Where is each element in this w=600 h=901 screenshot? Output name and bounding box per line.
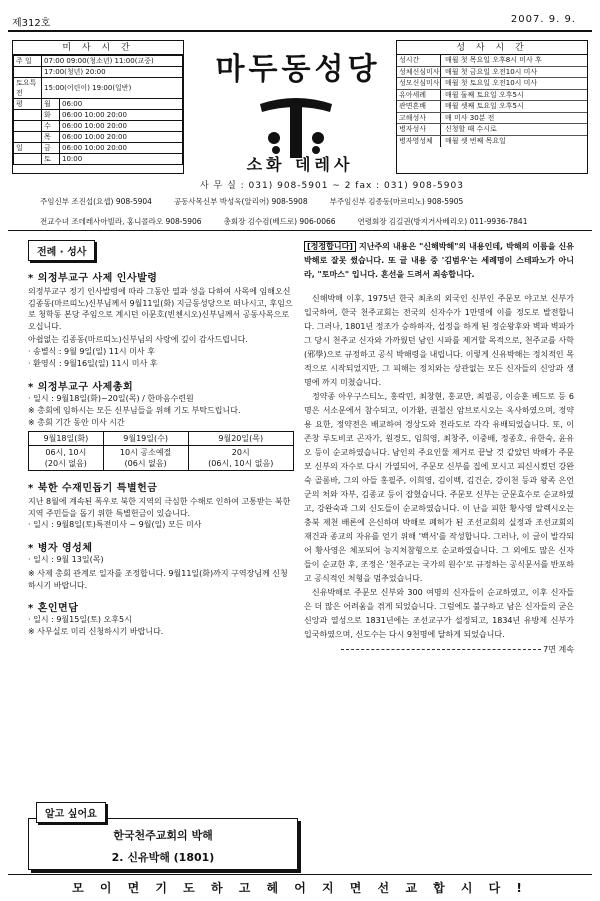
sacrament-time: 매월 첫 토요일 오전10시 미사 (445, 79, 538, 87)
sacrament-row (397, 124, 587, 136)
section-title: * 혼인면담 (28, 603, 79, 615)
article-paragraph: 정약종 아우구스티노, 홍락민, 최창현, 홍교만, 최필공, 이승훈 베드로 등 6명은 서소문에서 참수되고, 이가환, 권철신 암브로시오는 옥사하였으며, 정약용 요한, 정약전은 배교하여 경상도와 전라도로 각각 유배되었습니다. 또, 이존창 루도비코 곤자가, 원경도, 임희영, 최창주, 이중배, 정종호, 유한숙, 윤유오 등이 순교하였습니다. 남인의 주요인물 제거로 끝날 것 같았던 박해가 주문모 신부의 자수로 다시 가열되어, 주문모 신부를 집에 모시고 피신시켰던 강완숙 골롬바, 그의 아들 홍필주, 이희영, 김이백, 김건순, 강이천 등과 왕족 은언군의 처와 자부, 김종교 등이 잡혔습니다. 주문모 신부는 군문효수로 순교하였고, 강완숙과 그외 신도들이 순교하였습니다. 이 난을 피한 황사영 알렉시오는 충북 제천 배론에 은신하며 박해로 폐허가 된 조선교회의 실정과 조선교회의 재건과 종교의 자유를 얻기 위해 '백서'를 작성합니다. 그러나, 이 글이 발각되어 황사영은 체포되어 능지처참형으로 순교하였습니다. 그 외에도 많은 신자들이 순교한 후, 조정은 '천주교는 국가의 원수'로 규정하는 공식문서를 반포하고 공식적인 처형을 멈추었습니다. (304, 392, 574, 583)
table-cell: 10시 공소예절 (06시 없음) (103, 445, 188, 470)
sacrament-time: 매 미사 30분 전 (445, 113, 495, 122)
patron-saint: 소화 데레사 (246, 155, 354, 174)
sacrament-time: 신청할 때 수시로 (445, 125, 497, 133)
staff-row-2 (40, 216, 600, 227)
section-line: ※ 총회에 임하시는 모든 신부님들을 위해 기도 부탁드립니다. (28, 405, 241, 415)
mass-day: 평 (14, 99, 42, 110)
sacrament-time: 매월 첫 목요일 오후8시 미사 후 (445, 56, 542, 64)
mass-day: 주 일 (14, 56, 42, 67)
continued-note (304, 644, 574, 655)
mass-weekday: 금 (42, 143, 60, 154)
issue-date: 2007. 9. 9. (510, 14, 576, 25)
want-to-know-tab: 알고 싶어요 (36, 802, 106, 823)
mass-day (14, 67, 42, 78)
correction-tag: [정정합니다] (304, 241, 356, 252)
section-title: * 의정부교구 사제총회 (28, 381, 134, 393)
table-header: 9월18일(화) (29, 431, 104, 445)
staff-entry: 부주임신부 김종동(마르띠노) 908-5905 (329, 197, 464, 206)
correction-text: 지난주의 내용은 "신해박해"의 내용인데, 박해의 이름을 신유박해로 잘못 썼습니다. 또 글 내용 중 '김범우'는 세례명이 스테파노가 아니라, "토마스" 입니다. 혼선을 드려서 죄송합니다. (304, 242, 574, 279)
section-title: * 북한 수재민돕기 특별헌금 (28, 482, 158, 494)
sacrament-name: 관면혼배 (397, 101, 441, 112)
sacrament-times-box (396, 40, 588, 174)
mass-weekday: 월 (42, 99, 60, 110)
office-contact: 사 무 실 : 031) 908-5901 ~ 2 fax : 031) 908-5903 (200, 181, 464, 191)
mass-times: 06:00 10:00 20:00 (60, 143, 183, 154)
sacrament-name: 성체신심미사 (399, 67, 440, 76)
table-header: 9월20일(목) (188, 431, 294, 445)
sacrament-name: 병자영성체 (397, 136, 441, 148)
sacrament-name: 성모신심미사 (399, 79, 440, 87)
sacrament-row (397, 113, 587, 125)
article-paragraph: 신유박해로 주문모 신부와 300 여명의 신자들이 순교하였고, 이후 신자들은 더 많은 어려움을 겪게 되었습니다. 그럼에도 불구하고 남은 신자들의 굳은 신앙과 열성으로 1831년에는 조선교구가 설정되고, 1834년 유방제 신부가 입국하였으며, 신도수는 다시 9천명에 달하게 되었습니다. (304, 588, 574, 639)
staff-entry: 총회장 김수검(베드로) 906-0066 (223, 217, 336, 226)
section-title: * 병자 영성체 (28, 543, 93, 555)
section-body: 의정부교구 정기 인사발령에 따라 그동안 열과 성을 다하여 사목에 임해오신 김종동(마르띠노)신부님께서 9월11일(화) 지금동성당으로 떠나시고, 후임으로 청학동 본당 주임으로 계시던 이문호(빈첸시오)신부님께서 공동사목으로 오십니다. (28, 287, 293, 331)
staff-entry: 전교수녀 조데레사아빌라, 홍니콜라오 908-5906 (40, 217, 202, 226)
mass-times: 15:00(어린이) 19:00(일반) (42, 78, 183, 99)
sacrament-time: 매월 셋 번째 목요일 (445, 136, 506, 145)
mass-times: 06:00 10:00 20:00 (60, 121, 183, 132)
mass-times: 07:00 09:00(청소년) 11:00(교중) (42, 56, 183, 67)
mass-weekday: 수 (42, 121, 60, 132)
mass-weekday: 토 (42, 154, 60, 165)
section-body: 지난 8월에 계속된 폭우로 북한 지역의 극심한 수해로 인하여 고통받는 북한 지역 주민들을 돕기 위한 특별헌금이 있습니다. (28, 496, 291, 518)
mass-weekday: 화 (42, 110, 60, 121)
sacrament-time: 매월 셋째 토요일 오후5시 (445, 102, 524, 110)
staff-row-1 (40, 196, 600, 207)
sacrament-row (397, 101, 587, 113)
article-column (304, 240, 574, 655)
synod-mass-table (28, 431, 294, 471)
mass-day (14, 110, 42, 121)
section-line: · 일시 : 9월8일(토)특전미사 ~ 9월(일) 모든 미사 (28, 520, 202, 530)
parish-name: 마두동성당 (215, 52, 381, 87)
section-line: ※ 사무실로 미리 신청하시기 바랍니다. (28, 627, 164, 637)
sacrament-name: 유아세례 (397, 90, 441, 101)
want-to-know-subtitle: 2. 신유박해 (1801) (111, 851, 215, 864)
table-cell: 06시, 10시 (20시 없음) (29, 445, 104, 470)
sacrament-time: 매월 둘째 토요일 오후5시 (445, 90, 524, 99)
section-line: · 일시 : 9월15일(토) 오후5시 (28, 615, 132, 625)
liturgy-tab: 전례 · 성사 (28, 240, 95, 261)
cross-logo-icon (256, 90, 336, 160)
correction-notice (304, 240, 574, 282)
article-paragraph: 신해박해 이후, 1975년 한국 최초의 외국인 신부인 주문모 야고보 신부가 입국하여, 한국 천주교회는 전국의 신자수가 1만명에 이를 정도로 발전합니다. 그러나, 1801년 정조가 승하하자, 섭정을 하게 된 정순왕후와 벽파 벽파가 그 당시 천주교 신자와 가까웠던 남인 시파를 제거할 목적으로, 천주교를 사학(邪學)으로 규정하고 공식 박해령을 내립니다. 이렇게 신유박해는 정치적인 목적으로 시작되었지만, 그 피해는 정치와는 상관없는 모든 신자들의 신앙과 생명에 까지 미쳤습니다. (304, 294, 574, 387)
sacrament-time: 매월 첫 금요일 오전10시 미사 (445, 67, 538, 76)
top-divider (8, 30, 592, 32)
header-divider (8, 230, 592, 231)
sacrament-row (397, 136, 587, 148)
section-body: ※ 사제 총회 관계로 일자를 조정합니다. 9월11일(화)까지 구역장님께 신청하시기 바랍니다. (28, 569, 288, 590)
issue-number: 제312호 (12, 18, 51, 29)
mass-weekday: 목 (42, 132, 60, 143)
section-line: · 환영식 : 9월16일(일) 11시 미사 후 (28, 358, 158, 368)
continued-text: 7면 계속 (543, 645, 574, 654)
table-cell: 20시 (06시, 10시 없음) (188, 445, 294, 470)
sacrament-row (397, 67, 587, 79)
mass-day (14, 154, 42, 165)
mass-times-table (13, 55, 183, 165)
mass-times: 10:00 (60, 154, 183, 165)
section-line: · 일시 : 9월18일(화)~20일(목) / 한마음수련원 (28, 393, 194, 403)
want-to-know-title: 한국천주교회의 박해 (113, 829, 213, 842)
section-body: 아쉽없는 김종동(마르띠노)신부님의 사랑에 깊이 감사드립니다. (28, 335, 248, 345)
mass-times: 06:00 10:00 20:00 (60, 132, 183, 143)
sacrament-row (397, 78, 587, 90)
section-title: * 의정부교구 사제 인사발령 (28, 273, 158, 284)
sacrament-name: 성시간 (397, 55, 441, 66)
mass-times: 17:00(청년) 20:00 (42, 67, 183, 78)
table-header: 9월19일(수) (103, 431, 188, 445)
mass-times-title: 미 사 시 간 (13, 41, 183, 55)
section-line: ※ 총회 기간 동안 미사 시간 (28, 417, 125, 427)
footer-motto: 모 이 면 기 도 하 고 헤 어 지 면 선 교 합 시 다 ! (8, 874, 592, 896)
mass-day: 일 (14, 143, 42, 154)
mass-day (14, 121, 42, 132)
mass-times-box (12, 40, 184, 174)
mass-day: 토요특전 (14, 78, 42, 99)
sacrament-times-title: 성 사 시 간 (397, 41, 587, 55)
mass-times: 06:00 10:00 20:00 (60, 110, 183, 121)
want-to-know-box (28, 818, 298, 870)
staff-entry: 주임신부 조진섭(요셉) 908-5904 (40, 197, 152, 206)
liturgy-column (28, 240, 294, 638)
section-line: · 송별식 : 9월 9일(일) 11시 미사 후 (28, 346, 155, 356)
mass-times: 06:00 (60, 99, 183, 110)
section-line: · 일시 : 9월 13일(목) (28, 555, 104, 565)
dashed-divider (341, 649, 541, 650)
sacrament-name: 고해성사 (397, 113, 441, 124)
staff-entry: 공동사목신부 박성욱(알리어) 908-5908 (173, 197, 308, 206)
mass-day (14, 132, 42, 143)
sacrament-row (397, 90, 587, 102)
sacrament-row (397, 55, 587, 67)
sacrament-name: 병자성사 (397, 124, 441, 135)
staff-entry: 연령회장 김길권(방지거사베리오) 011-9936-7841 (357, 217, 528, 226)
